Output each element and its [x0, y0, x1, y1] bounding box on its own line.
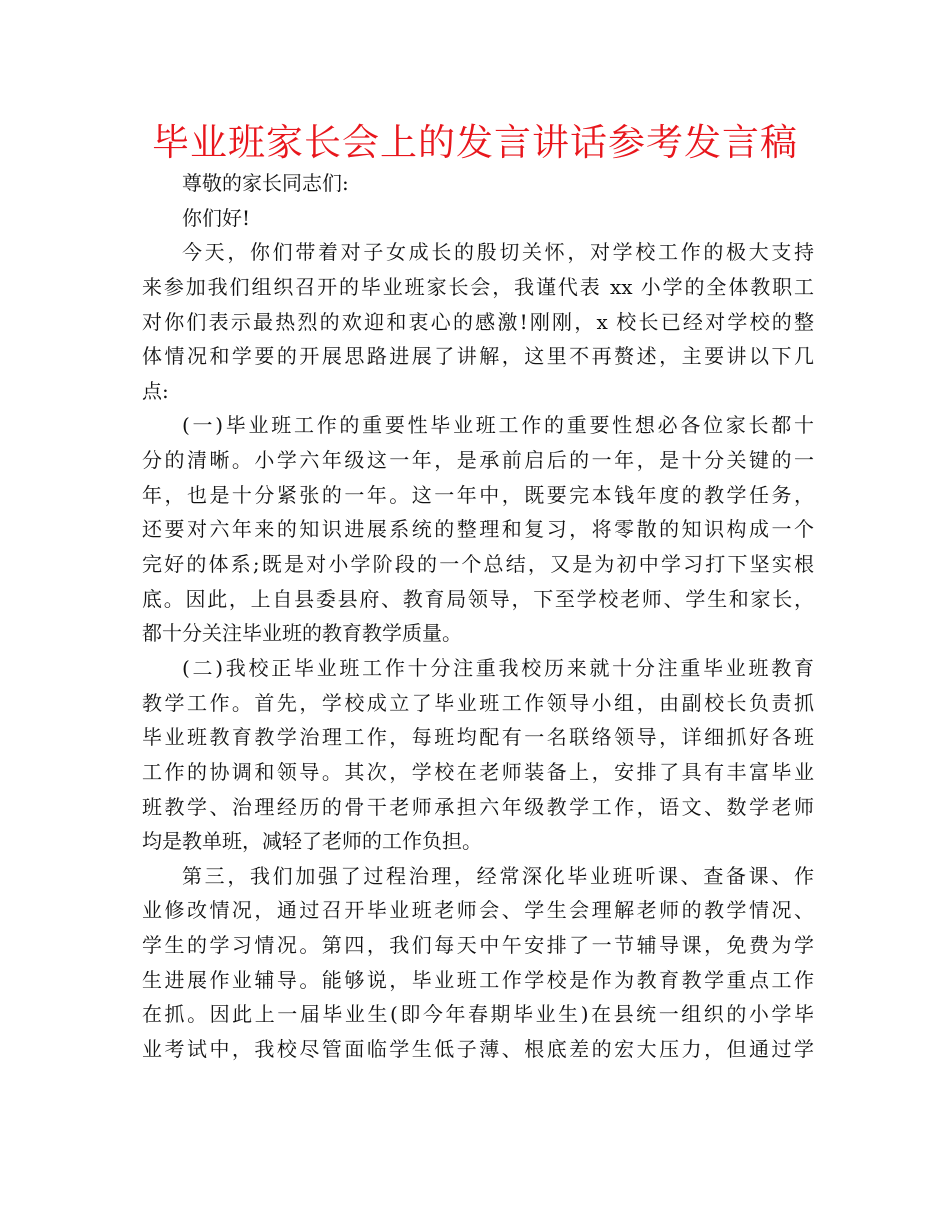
text-line: 业修改情况，通过召开毕业班老师会、学生会理解老师的教学情况、 — [142, 898, 814, 923]
text-line: 点: — [142, 378, 169, 403]
text-line: 第三，我们加强了过程治理，经常深化毕业班听课、查备课、作 — [182, 863, 814, 888]
text-line: 尊敬的家长同志们: — [182, 171, 349, 195]
text-line: 学生的学习情况。第四，我们每天中午安排了一节辅导课，免费为学 — [142, 933, 814, 958]
text-line: 教学工作。首先，学校成立了毕业班工作领导小组，由副校长负责抓 — [142, 690, 814, 715]
text-line: 在抓。因此上一届毕业生(即今年春期毕业生)在县统一组织的小学毕 — [142, 1002, 814, 1027]
text-line: 今天，你们带着对子女成长的殷切关怀，对学校工作的极大支持 — [182, 240, 814, 265]
text-line: 都十分关注毕业班的教育教学质量。 — [142, 621, 462, 646]
text-line: 还要对六年来的知识进展系统的整理和复习，将零散的知识构成一个 — [142, 517, 814, 542]
text-line: 业考试中，我校尽管面临学生低子薄、根底差的宏大压力，但通过学 — [142, 1037, 814, 1062]
text-line: (二)我校正毕业班工作十分注重我校历来就十分注重毕业班教育 — [182, 655, 814, 680]
text-line: 你们好! — [182, 205, 251, 230]
text-line: 底。因此，上自县委县府、教育局领导，下至学校老师、学生和家长， — [142, 586, 814, 611]
text-line: 年，也是十分紧张的一年。这一年中，既要完本钱年度的教学任务， — [142, 482, 814, 507]
text-line: 体情况和学要的开展思路进展了讲解，这里不再赘述，主要讲以下几 — [142, 344, 814, 369]
text-line: 班教学、治理经历的骨干老师承担六年级教学工作，语文、数学老师 — [142, 794, 814, 819]
text-line: 完好的体系;既是对小学阶段的一个总结，又是为初中学习打下坚实根 — [142, 552, 814, 577]
document-body — [142, 166, 814, 1067]
text-line: 分的清晰。小学六年级这一年，是承前启后的一年，是十分关键的一 — [142, 448, 814, 473]
text-line: 对你们表示最热烈的欢迎和衷心的感激!刚刚，x 校长已经对学校的整 — [142, 309, 814, 334]
text-line: 均是教单班，减轻了老师的工作负担。 — [142, 829, 482, 854]
document-title: 毕业班家长会上的发言讲话参考发言稿 — [152, 121, 798, 164]
text-line: 工作的协调和领导。其次，学校在老师装备上，安排了具有丰富毕业 — [142, 759, 814, 784]
text-line: (一)毕业班工作的重要性毕业班工作的重要性想必各位家长都十 — [182, 413, 814, 438]
text-line: 毕业班教育教学治理工作，每班均配有一名联络领导，详细抓好各班 — [142, 725, 814, 750]
text-line: 生进展作业辅导。能够说，毕业班工作学校是作为教育教学重点工作 — [142, 967, 814, 992]
text-line: 来参加我们组织召开的毕业班家长会，我谨代表 xx 小学的全体教职工 — [142, 274, 814, 299]
